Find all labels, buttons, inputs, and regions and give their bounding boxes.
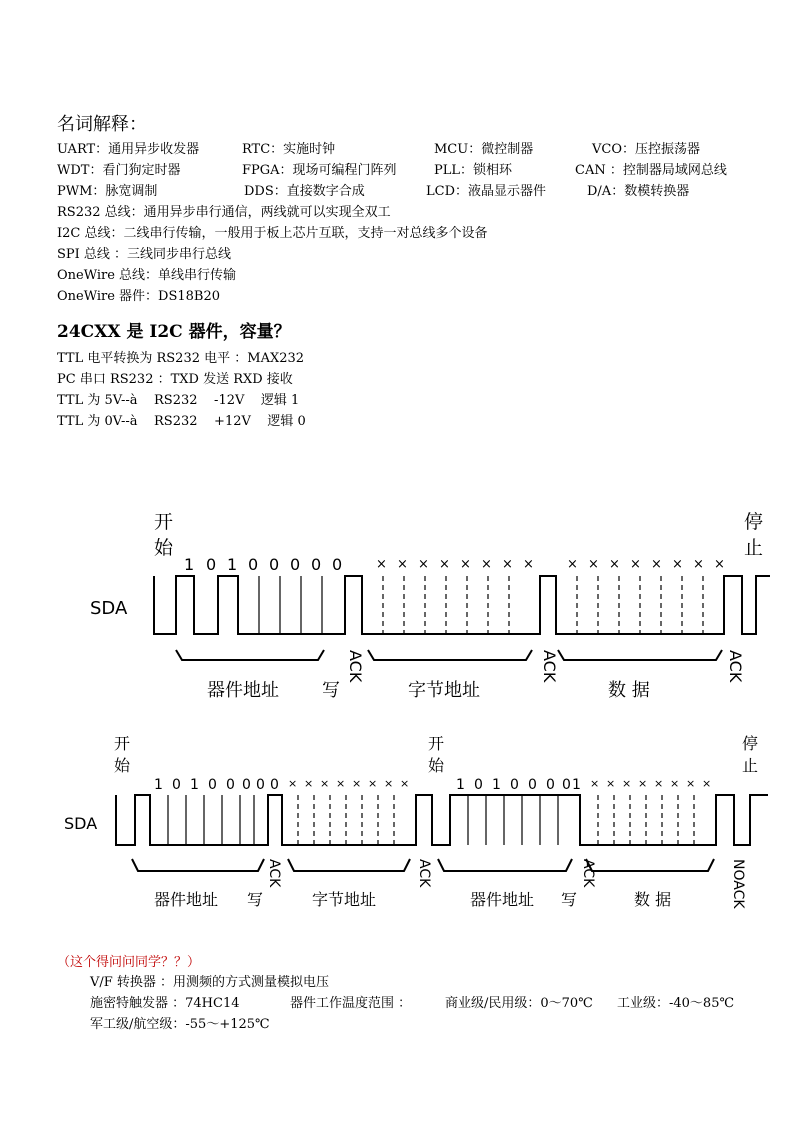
d2-x: × [686, 777, 696, 790]
d2-x: × [368, 777, 378, 790]
d2-ack-3: ACK [580, 859, 596, 888]
d2-x: × [336, 777, 346, 790]
d2-bit: 1 [154, 777, 163, 793]
d1-x: × [567, 557, 578, 572]
d2-start2-char-2: 始 [428, 756, 445, 775]
d1-bit: 0 [248, 555, 259, 574]
d1-x: × [502, 557, 513, 572]
d2-data-label: 数 据 [634, 890, 672, 909]
d2-x: × [288, 777, 298, 790]
d2-device-address-label-2: 器件地址 [470, 890, 535, 909]
term-lcd: LCD：液晶显示器件 [426, 184, 547, 199]
d1-stop-char-2: 止 [744, 537, 764, 559]
d1-bit: 0 [269, 555, 280, 574]
d2-x: × [384, 777, 394, 790]
d2-bit: 0 [510, 777, 519, 793]
d1-bit: 0 [332, 555, 343, 574]
d2-write-label-2: 写 [561, 890, 578, 909]
d2-ack-2: ACK [416, 859, 432, 888]
d2-x: × [654, 777, 664, 790]
d1-x: × [376, 557, 387, 572]
d1-ack-1: ACK [346, 650, 365, 683]
note: （这个得问问同学？？） [57, 955, 201, 970]
d1-bit: 1 [227, 555, 238, 574]
d2-ack-1: ACK [266, 859, 282, 888]
d2-bit: 0 [172, 777, 181, 793]
d1-sda-label: SDA [90, 598, 128, 619]
rs232-line-3: TTL 为 5V--à RS232 -12V 逻辑 1 [57, 393, 300, 408]
d1-x: × [630, 557, 641, 572]
d2-x: × [400, 777, 410, 790]
line-onewire-device: OneWire 器件：DS18B20 [57, 289, 221, 304]
d2-byte-address-label: 字节地址 [312, 890, 377, 909]
term-fpga: FPGA：现场可编程门阵列 [242, 163, 397, 178]
heading: 名词解释： [57, 114, 147, 135]
rs232-line-4: TTL 为 0V--à RS232 +12V 逻辑 0 [57, 414, 306, 429]
d2-stop-label [742, 734, 758, 775]
d2-x: × [590, 777, 600, 790]
d1-ack-3: ACK [726, 650, 745, 683]
foot-schmitt: 施密特触发器 ：74HC14 [90, 996, 240, 1011]
d1-write-label: 写 [322, 680, 340, 701]
d1-start-label [154, 511, 174, 559]
foot-military: 军工级/航空级：-55～+125℃ [90, 1017, 270, 1032]
foot-temp: 器件工作温度范围 ： [290, 996, 412, 1011]
term-uart: UART：通用异步收发器 [57, 142, 200, 157]
term-da: D/A：数模转换器 [587, 184, 690, 199]
d2-start2-char-1: 开 [428, 734, 445, 753]
d2-start-char-2: 始 [114, 756, 131, 775]
d2-write-label-1: 写 [247, 890, 264, 909]
d2-bit: 0 [270, 777, 279, 793]
d1-x-marks [376, 557, 725, 572]
d2-start-label-2 [428, 734, 445, 775]
d1-data-label: 数 据 [608, 680, 650, 701]
foot-vf: V/F 转换器 ：用测频的方式测量模拟电压 [90, 975, 330, 990]
d1-x: × [460, 557, 471, 572]
i2c-write-timing-diagram [0, 490, 794, 750]
d2-noack-label: NOACK [730, 859, 746, 909]
d2-bit: 1 [492, 777, 501, 793]
d2-bit: 1 [456, 777, 465, 793]
d2-x: × [638, 777, 648, 790]
rs232-line-1: TTL 电平转换为 RS232 电平 ：MAX232 [57, 351, 305, 366]
d2-start-label-1 [114, 734, 131, 775]
d1-bit: 1 [184, 555, 195, 574]
d2-bit: 0 [208, 777, 217, 793]
term-vco: VCO：压控振荡器 [592, 142, 700, 157]
d2-x: × [352, 777, 362, 790]
d1-x: × [693, 557, 704, 572]
d2-x: × [670, 777, 680, 790]
d1-ack-2: ACK [540, 650, 559, 683]
d1-x: × [418, 557, 429, 572]
d2-bit: 0 [546, 777, 555, 793]
d2-bit: 0 [528, 777, 537, 793]
d1-x: × [588, 557, 599, 572]
d1-device-address-label: 器件地址 [207, 680, 279, 701]
d2-bit: 0 [242, 777, 251, 793]
d2-bit: 0 [474, 777, 483, 793]
d1-stop-label [744, 511, 763, 559]
subheading: 24CXX 是 I2C 器件，容量？ [57, 322, 291, 342]
rs232-line-2: PC 串口 RS232 ：TXD 发送 RXD 接收 [57, 372, 293, 387]
d2-bit: 1 [190, 777, 199, 793]
d1-bit: 0 [311, 555, 322, 574]
d1-bits [184, 555, 342, 574]
d2-stop-char-2: 止 [742, 756, 759, 775]
d1-x: × [714, 557, 725, 572]
term-pwm: PWM：脉宽调制 [57, 184, 158, 199]
d1-x: × [609, 557, 620, 572]
i2c-read-timing-diagram [0, 725, 794, 955]
d1-x: × [397, 557, 408, 572]
term-pll: PLL：锁相环 [434, 163, 513, 178]
d1-start-char-2: 始 [154, 537, 174, 559]
d2-x: × [304, 777, 314, 790]
line-spi: SPI 总线 ：三线同步串行总线 [57, 247, 232, 262]
d2-device-address-label-1: 器件地址 [154, 890, 219, 909]
d2-stop-char-1: 停 [742, 734, 759, 753]
d1-x: × [651, 557, 662, 572]
d2-bit: 1 [572, 777, 581, 793]
d2-start-char-1: 开 [114, 734, 131, 753]
term-dds: DDS：直接数字合成 [244, 184, 365, 199]
d2-bits-b [456, 777, 581, 793]
d1-start-char-1: 开 [154, 511, 174, 533]
d2-x: × [622, 777, 632, 790]
line-rs232: RS232 总线：通用异步串行通信，两线就可以实现全双工 [57, 205, 391, 220]
d2-bit: 0 [226, 777, 235, 793]
term-mcu: MCU：微控制器 [434, 142, 534, 157]
d1-x: × [481, 557, 492, 572]
d2-sda-label: SDA [64, 814, 98, 833]
d1-byte-address-label: 字节地址 [408, 680, 480, 701]
d1-bit: 0 [206, 555, 217, 574]
d2-x: × [320, 777, 330, 790]
foot-industrial: 工业级：-40～85℃ [617, 996, 735, 1011]
d1-x: × [523, 557, 534, 572]
line-onewire-bus: OneWire 总线：单线串行传输 [57, 268, 237, 283]
d1-x: × [439, 557, 450, 572]
d2-bits-a [154, 777, 279, 793]
line-i2c: I2C 总线：二线串行传输，一般用于板上芯片互联，支持一对总线多个设备 [57, 226, 488, 241]
foot-commercial: 商业级/民用级：0～70℃ [445, 996, 593, 1011]
d2-x: × [702, 777, 712, 790]
term-rtc: RTC：实施时钟 [242, 142, 336, 157]
d2-x: × [606, 777, 616, 790]
d1-x: × [672, 557, 683, 572]
d2-bit: 0 [256, 777, 265, 793]
term-wdt: WDT：看门狗定时器 [57, 163, 181, 178]
d2-bit: 0 [562, 777, 571, 793]
d1-bit: 0 [290, 555, 301, 574]
d1-stop-char-1: 停 [744, 511, 764, 533]
term-can: CAN ：控制器局域网总线 [575, 163, 727, 178]
